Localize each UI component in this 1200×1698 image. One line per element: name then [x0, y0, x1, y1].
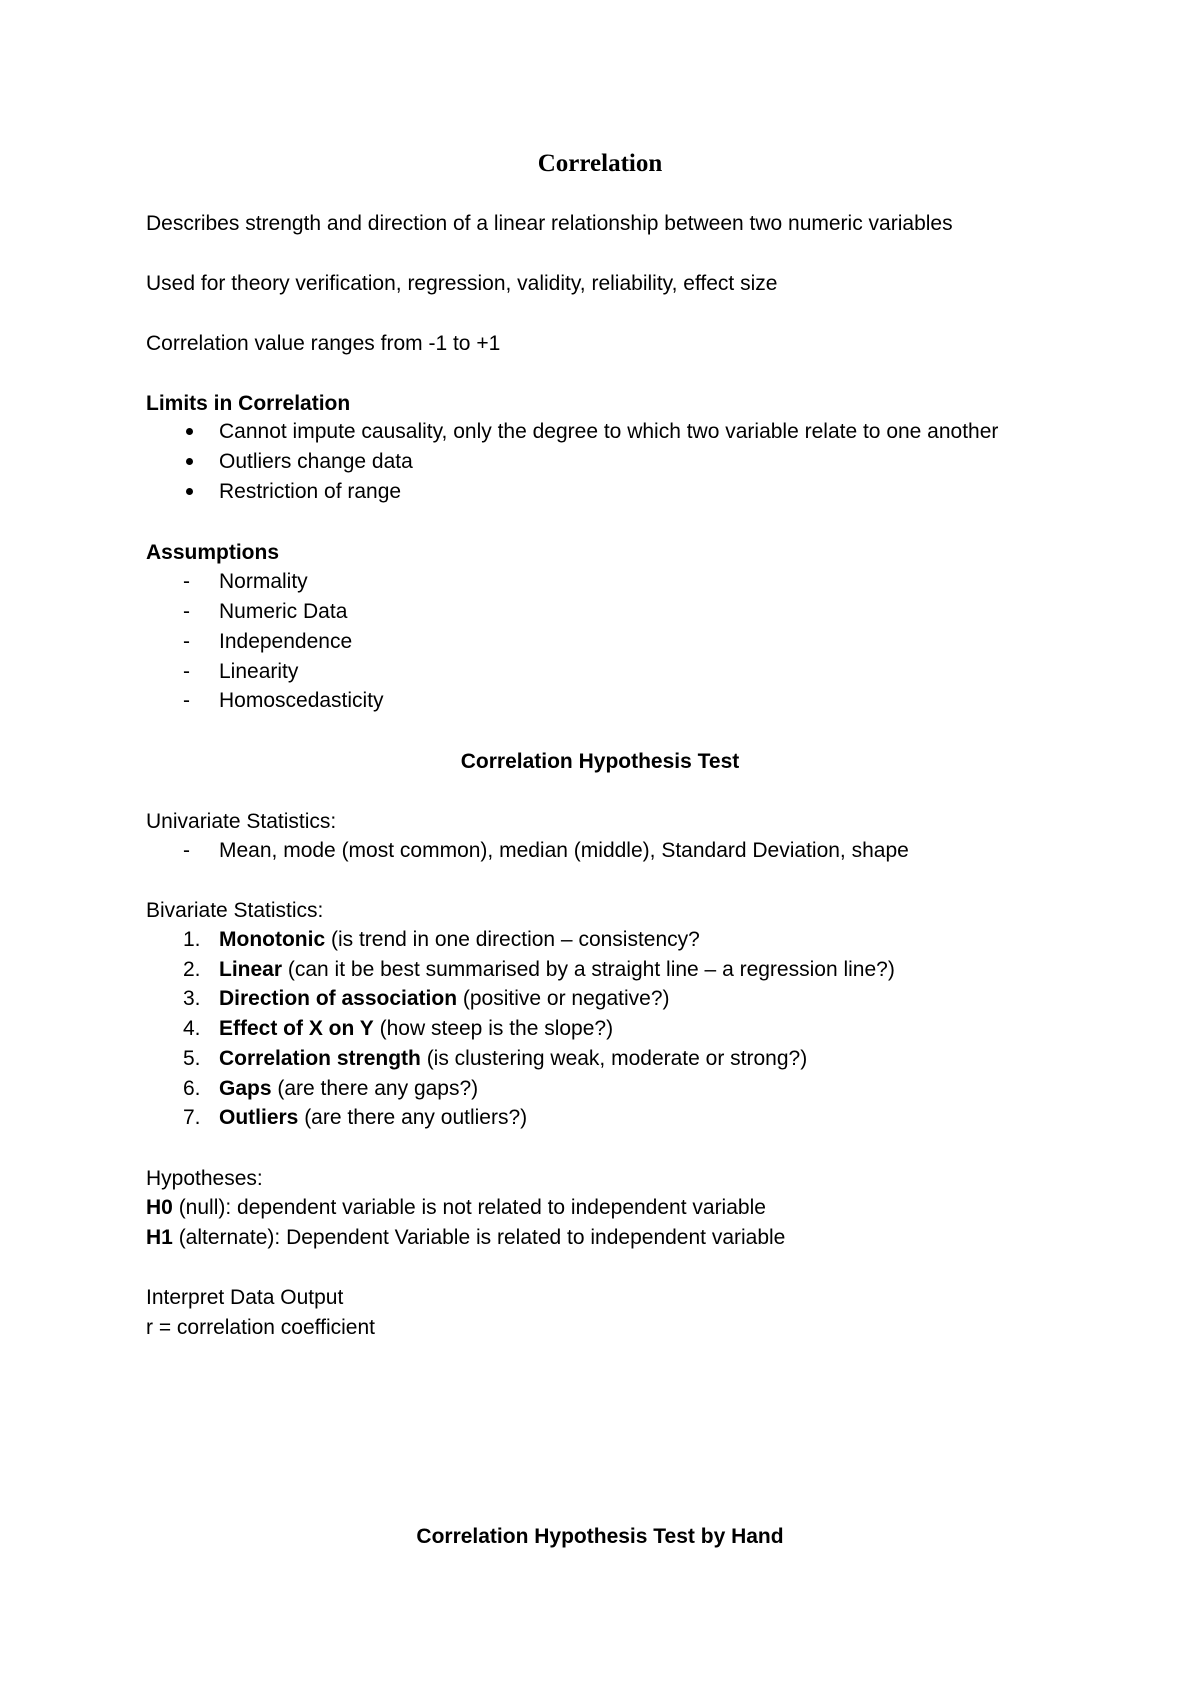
dash-marker: - [183, 660, 190, 683]
intro-line-2: Used for theory verification, regression, validity, reliability, effect size [146, 272, 778, 295]
dash-marker: - [183, 839, 190, 862]
bivariate-item-num: 2. [183, 958, 201, 981]
bivariate-desc: (how steep is the slope?) [373, 1017, 614, 1040]
bivariate-label: Bivariate Statistics: [146, 899, 324, 922]
bullet-icon [186, 428, 193, 435]
h0-term: H0 [146, 1196, 173, 1219]
bivariate-term: Correlation strength [219, 1047, 421, 1070]
h0-desc: (null): dependent variable is not related to independent variable [172, 1196, 766, 1219]
bivariate-item-num: 7. [183, 1106, 201, 1129]
assumption-item-5: Homoscedasticity [219, 689, 384, 712]
hypothesis-test-heading: Correlation Hypothesis Test [460, 750, 740, 773]
bivariate-item-num: 6. [183, 1077, 201, 1100]
h1-line [146, 1225, 785, 1251]
limits-item-2: Outliers change data [219, 450, 413, 473]
bivariate-item-5 [219, 1046, 807, 1072]
assumption-item-2: Numeric Data [219, 600, 348, 623]
bivariate-desc: (is trend in one direction – consistency? [325, 928, 700, 951]
bivariate-desc: (are there any gaps?) [271, 1077, 479, 1100]
bivariate-term: Linear [219, 958, 283, 981]
bivariate-desc: (are there any outliers?) [298, 1106, 528, 1129]
page-title: Correlation [537, 150, 663, 177]
bivariate-desc: (positive or negative?) [457, 987, 670, 1010]
dash-marker: - [183, 630, 190, 653]
univariate-item: Mean, mode (most common), median (middle), Standard Deviation, shape [219, 839, 909, 862]
r-definition: r = correlation coefficient [146, 1316, 375, 1339]
bullet-icon [186, 458, 193, 465]
assumptions-heading: Assumptions [146, 541, 280, 564]
bivariate-item-num: 5. [183, 1047, 201, 1070]
h0-line [146, 1195, 766, 1221]
assumption-item-1: Normality [219, 570, 308, 593]
intro-line-3: Correlation value ranges from -1 to +1 [146, 332, 501, 355]
bivariate-item-3 [219, 986, 670, 1012]
dash-marker: - [183, 689, 190, 712]
bivariate-item-num: 3. [183, 987, 201, 1010]
bivariate-item-num: 4. [183, 1017, 201, 1040]
bivariate-term: Effect of X on Y [219, 1017, 374, 1040]
bullet-icon [186, 488, 193, 495]
bivariate-item-num: 1. [183, 928, 201, 951]
bivariate-item-2 [219, 957, 895, 983]
bivariate-item-4 [219, 1016, 613, 1042]
bivariate-desc: (can it be best summarised by a straight line – a regression line?) [282, 958, 895, 981]
bivariate-item-7 [219, 1105, 527, 1131]
univariate-label: Univariate Statistics: [146, 810, 337, 833]
h1-desc: (alternate): Dependent Variable is related to independent variable [172, 1226, 786, 1249]
limits-item-3: Restriction of range [219, 480, 402, 503]
limits-heading: Limits in Correlation [146, 392, 351, 415]
hypotheses-label: Hypotheses: [146, 1167, 263, 1190]
h1-term: H1 [146, 1226, 173, 1249]
intro-line-1: Describes strength and direction of a linear relationship between two numeric variables [146, 212, 953, 235]
dash-marker: - [183, 600, 190, 623]
limits-item-1: Cannot impute causality, only the degree to which two variable relate to one another [219, 420, 999, 443]
bivariate-term: Outliers [219, 1106, 299, 1129]
interpret-label: Interpret Data Output [146, 1286, 344, 1309]
by-hand-heading: Correlation Hypothesis Test by Hand [416, 1525, 784, 1548]
bivariate-desc: (is clustering weak, moderate or strong?) [420, 1047, 808, 1070]
bivariate-term: Monotonic [219, 928, 326, 951]
assumption-item-3: Independence [219, 630, 353, 653]
dash-marker: - [183, 570, 190, 593]
bivariate-item-6 [219, 1076, 478, 1102]
bivariate-item-1 [219, 927, 700, 953]
assumption-item-4: Linearity [219, 660, 299, 683]
bivariate-term: Gaps [219, 1077, 272, 1100]
bivariate-term: Direction of association [219, 987, 458, 1010]
